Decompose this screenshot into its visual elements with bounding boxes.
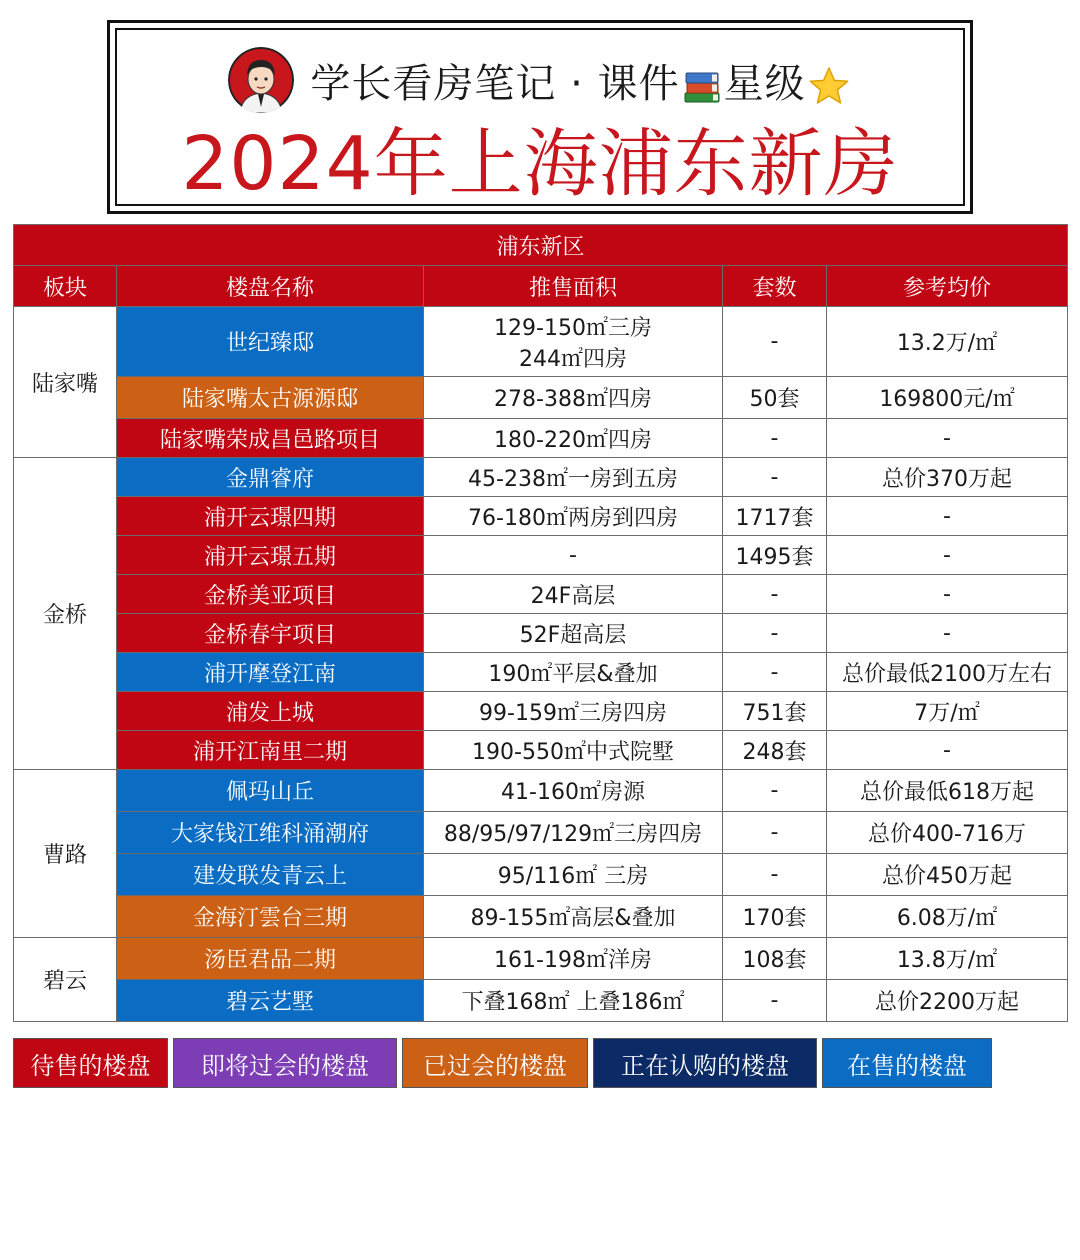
project-name: 建发联发青云上	[117, 854, 424, 896]
area-cell: 99-159㎡三房四房	[424, 692, 723, 731]
price-cell: -	[827, 614, 1068, 653]
units-cell: -	[723, 653, 827, 692]
area-cell: 95/116㎡ 三房	[424, 854, 723, 896]
area-cell: 76-180㎡两房到四房	[424, 497, 723, 536]
header-price: 参考均价	[827, 266, 1068, 307]
units-cell: -	[723, 812, 827, 854]
main-title: 2024年上海浦东新房	[181, 121, 899, 207]
table-row	[14, 307, 1068, 377]
table-row	[14, 614, 1068, 653]
area-cell: -	[424, 536, 723, 575]
table-row	[14, 731, 1068, 770]
units-cell: 170套	[723, 896, 827, 938]
area-cell: 45-238㎡一房到五房	[424, 458, 723, 497]
table-row	[14, 812, 1068, 854]
brand-suffix: 星级	[723, 60, 806, 107]
housing-table	[13, 224, 1068, 1022]
legend-pending: 待售的楼盘	[13, 1038, 168, 1088]
price-cell: 总价370万起	[827, 458, 1068, 497]
project-name: 金桥美亚项目	[117, 575, 424, 614]
area-cell: 180-220㎡四房	[424, 419, 723, 458]
units-cell: 248套	[723, 731, 827, 770]
project-name: 浦开云璟五期	[117, 536, 424, 575]
area-cell: 41-160㎡房源	[424, 770, 723, 812]
table-row	[14, 980, 1068, 1022]
price-cell: -	[827, 731, 1068, 770]
price-cell: 总价450万起	[827, 854, 1068, 896]
units-cell: 751套	[723, 692, 827, 731]
table-row	[14, 575, 1068, 614]
area-line: 129-150㎡三房	[494, 315, 652, 341]
price-cell: 总价最低618万起	[827, 770, 1068, 812]
status-legend	[13, 1038, 997, 1088]
table-row	[14, 854, 1068, 896]
project-name: 金桥春宇项目	[117, 614, 424, 653]
area-cell: 24F高层	[424, 575, 723, 614]
area-cell: 52F超高层	[424, 614, 723, 653]
table-row	[14, 770, 1068, 812]
price-cell: -	[827, 575, 1068, 614]
project-name: 陆家嘴太古源源邸	[117, 377, 424, 419]
table-row	[14, 497, 1068, 536]
district-cell-biyun: 碧云	[14, 938, 117, 1022]
units-cell: -	[723, 307, 827, 377]
units-cell: -	[723, 614, 827, 653]
project-name: 大家钱江维科涌潮府	[117, 812, 424, 854]
table-row	[14, 536, 1068, 575]
price-cell: 13.8万/㎡	[827, 938, 1068, 980]
books-emoji-icon	[682, 66, 722, 106]
price-cell: 6.08万/㎡	[827, 896, 1068, 938]
region-title: 浦东新区	[14, 225, 1068, 266]
area-cell: 190㎡平层&叠加	[424, 653, 723, 692]
table-row	[14, 896, 1068, 938]
price-cell: 13.2万/㎡	[827, 307, 1068, 377]
star-emoji-icon	[808, 65, 850, 107]
header-district: 板块	[14, 266, 117, 307]
units-cell: 1717套	[723, 497, 827, 536]
price-cell: -	[827, 497, 1068, 536]
project-name: 浦发上城	[117, 692, 424, 731]
brand-row	[117, 44, 963, 116]
header-inner-frame	[115, 28, 965, 206]
project-name: 汤臣君品二期	[117, 938, 424, 980]
price-cell: -	[827, 536, 1068, 575]
project-name: 碧云艺墅	[117, 980, 424, 1022]
units-cell: 50套	[723, 377, 827, 419]
area-cell: 161-198㎡洋房	[424, 938, 723, 980]
price-cell: 总价400-716万	[827, 812, 1068, 854]
units-cell: -	[723, 980, 827, 1022]
project-name: 世纪臻邸	[117, 307, 424, 377]
price-cell: -	[827, 419, 1068, 458]
district-cell-jinqiao: 金桥	[14, 458, 117, 770]
district-cell-caolu: 曹路	[14, 770, 117, 938]
price-cell: 总价最低2100万左右	[827, 653, 1068, 692]
units-cell: -	[723, 854, 827, 896]
legend-upcoming-approval: 即将过会的楼盘	[173, 1038, 397, 1088]
legend-on-sale: 在售的楼盘	[822, 1038, 992, 1088]
project-name: 佩玛山丘	[117, 770, 424, 812]
district-cell-lujiazui: 陆家嘴	[14, 307, 117, 458]
legend-approved: 已过会的楼盘	[402, 1038, 588, 1088]
brand-title	[310, 52, 851, 109]
project-name: 陆家嘴荣成昌邑路项目	[117, 419, 424, 458]
units-cell: -	[723, 770, 827, 812]
table-row	[14, 377, 1068, 419]
units-cell: -	[723, 419, 827, 458]
header-card	[107, 20, 973, 214]
table-row	[14, 938, 1068, 980]
column-header-row	[14, 266, 1068, 307]
region-title-row	[14, 225, 1068, 266]
header-area: 推售面积	[424, 266, 723, 307]
units-cell: 108套	[723, 938, 827, 980]
header-name: 楼盘名称	[117, 266, 424, 307]
units-cell: -	[723, 575, 827, 614]
project-name: 金海汀雲台三期	[117, 896, 424, 938]
project-name: 浦开云璟四期	[117, 497, 424, 536]
area-cell: 278-388㎡四房	[424, 377, 723, 419]
area-cell: 下叠168㎡ 上叠186㎡	[424, 980, 723, 1022]
price-cell: 7万/㎡	[827, 692, 1068, 731]
project-name: 浦开江南里二期	[117, 731, 424, 770]
table-row	[14, 653, 1068, 692]
area-line: 244㎡四房	[519, 346, 627, 372]
units-cell: -	[723, 458, 827, 497]
table-row	[14, 692, 1068, 731]
area-cell: 88/95/97/129㎡三房四房	[424, 812, 723, 854]
area-cell	[424, 307, 723, 377]
price-cell: 总价2200万起	[827, 980, 1068, 1022]
area-cell: 89-155㎡高层&叠加	[424, 896, 723, 938]
project-name: 浦开摩登江南	[117, 653, 424, 692]
header-units: 套数	[723, 266, 827, 307]
units-cell: 1495套	[723, 536, 827, 575]
project-name: 金鼎睿府	[117, 458, 424, 497]
price-cell: 169800元/㎡	[827, 377, 1068, 419]
cartoon-avatar-icon	[228, 47, 294, 113]
area-cell: 190-550㎡中式院墅	[424, 731, 723, 770]
table-row	[14, 458, 1068, 497]
table-row	[14, 419, 1068, 458]
brand-title-text: 学长看房笔记 · 课件	[310, 60, 680, 107]
legend-subscribing: 正在认购的楼盘	[593, 1038, 817, 1088]
